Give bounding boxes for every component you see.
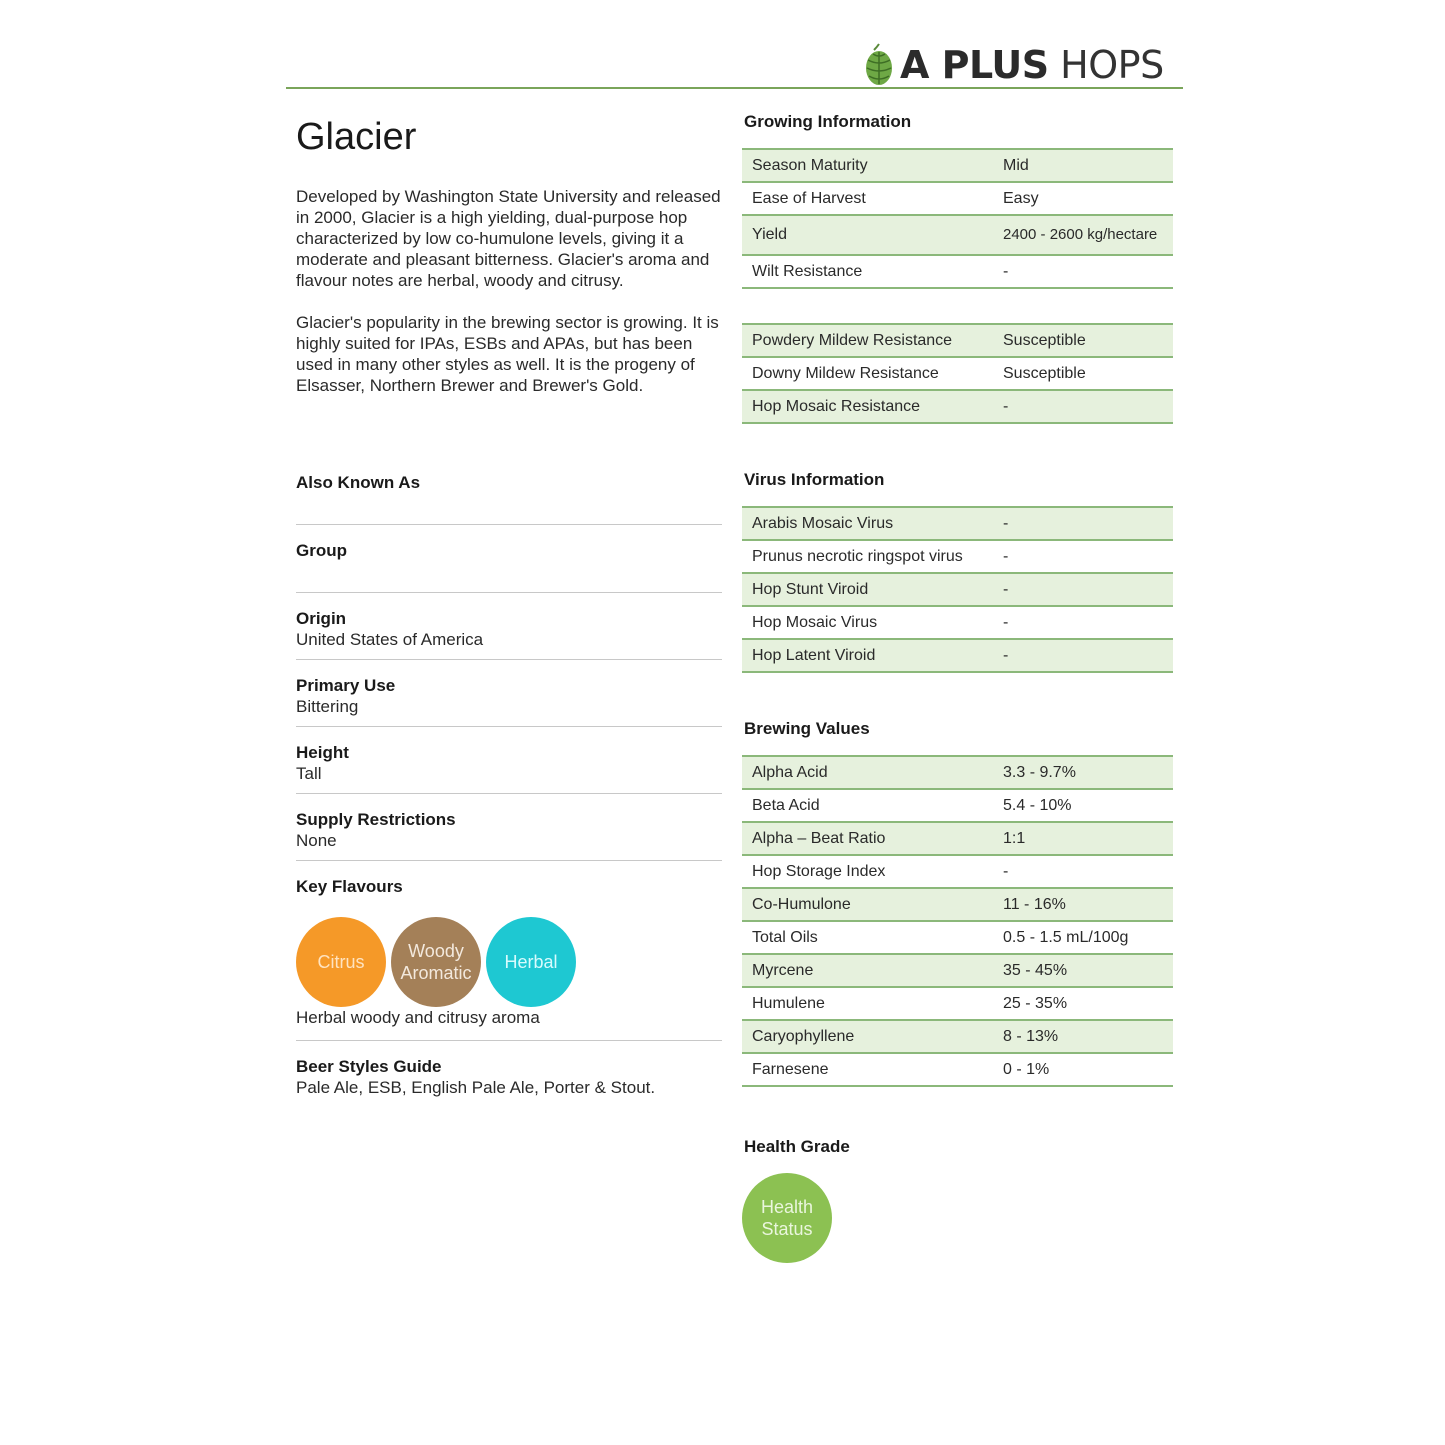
row-key: Hop Mosaic Virus bbox=[742, 606, 997, 639]
flavour-herbal bbox=[486, 917, 576, 1007]
row-value: Susceptible bbox=[997, 357, 1173, 390]
flavour-woody-aromatic bbox=[391, 917, 481, 1007]
row-value: Easy bbox=[997, 182, 1173, 215]
row-value: - bbox=[997, 855, 1173, 888]
field-value: Bittering bbox=[296, 697, 359, 716]
row-key: Powdery Mildew Resistance bbox=[742, 324, 997, 357]
brewing-table bbox=[742, 755, 1173, 1087]
row-value: 25 - 35% bbox=[997, 987, 1173, 1020]
hop-cone-icon bbox=[862, 42, 896, 88]
row-key: Hop Latent Viroid bbox=[742, 639, 997, 672]
hop-name: Glacier bbox=[296, 116, 417, 158]
row-key: Alpha Acid bbox=[742, 756, 997, 789]
field-supply-restrictions bbox=[296, 794, 722, 861]
section-gap bbox=[742, 1087, 1174, 1133]
growing-table-a bbox=[742, 148, 1173, 289]
field-label: Beer Styles Guide bbox=[296, 1057, 442, 1076]
row-key: Hop Storage Index bbox=[742, 855, 997, 888]
row-value: - bbox=[997, 255, 1173, 288]
growing-table-b bbox=[742, 323, 1173, 424]
row-key: Ease of Harvest bbox=[742, 182, 997, 215]
field-key-flavours bbox=[296, 861, 722, 1041]
hop-attributes bbox=[296, 472, 722, 1108]
row-value: - bbox=[997, 573, 1173, 606]
row-key: Hop Mosaic Resistance bbox=[742, 390, 997, 423]
hop-description-2: Glacier's popularity in the brewing sector is growing. It is highly suited for IPAs, ESBs and APAs, but has been used in many other styles as well. It is the progeny of Elsasser, Northern Brewer and Brewer's Gold. bbox=[296, 313, 719, 395]
row-value: 0 - 1% bbox=[997, 1053, 1173, 1086]
field-label: Origin bbox=[296, 609, 347, 628]
field-label: Primary Use bbox=[296, 676, 396, 695]
health-label: Status bbox=[761, 1219, 813, 1239]
table-row bbox=[742, 606, 1173, 639]
table-row bbox=[742, 1053, 1173, 1086]
field-label: Height bbox=[296, 743, 349, 762]
section-title-growing: Growing Information bbox=[744, 112, 912, 131]
flavour-label: Aromatic bbox=[400, 963, 472, 983]
table-row bbox=[742, 149, 1173, 182]
flavour-label: Herbal bbox=[504, 952, 558, 972]
row-key: Co-Humulone bbox=[742, 888, 997, 921]
row-key: Farnesene bbox=[742, 1053, 997, 1086]
health-status-badge bbox=[742, 1173, 832, 1263]
brand-logo bbox=[862, 40, 1164, 90]
row-key: Caryophyllene bbox=[742, 1020, 997, 1053]
row-key: Total Oils bbox=[742, 921, 997, 954]
table-row bbox=[742, 639, 1173, 672]
table-row bbox=[742, 789, 1173, 822]
table-row bbox=[742, 987, 1173, 1020]
field-height bbox=[296, 727, 722, 794]
flavour-note: Herbal woody and citrusy aroma bbox=[296, 1008, 540, 1027]
row-value: Mid bbox=[997, 149, 1173, 182]
row-value: Susceptible bbox=[997, 324, 1173, 357]
row-value: - bbox=[997, 507, 1173, 540]
field-group bbox=[296, 525, 722, 593]
section-title-health: Health Grade bbox=[744, 1137, 850, 1156]
table-row bbox=[742, 255, 1173, 288]
row-key: Humulene bbox=[742, 987, 997, 1020]
flavour-circles bbox=[296, 917, 722, 1007]
field-label: Supply Restrictions bbox=[296, 810, 456, 829]
table-row bbox=[742, 324, 1173, 357]
health-label: Health bbox=[760, 1197, 814, 1217]
table-row bbox=[742, 822, 1173, 855]
brand-name-light: HOPS bbox=[1060, 43, 1164, 87]
field-origin bbox=[296, 593, 722, 660]
brand-name bbox=[900, 43, 1164, 87]
table-row bbox=[742, 507, 1173, 540]
table-row bbox=[742, 390, 1173, 423]
table-row bbox=[742, 855, 1173, 888]
section-gap bbox=[742, 424, 1174, 466]
row-value: 8 - 13% bbox=[997, 1020, 1173, 1053]
row-value: - bbox=[997, 540, 1173, 573]
brand-name-bold: A PLUS bbox=[900, 43, 1049, 87]
field-value: United States of America bbox=[296, 630, 484, 649]
field-label: Also Known As bbox=[296, 473, 421, 492]
row-key: Yield bbox=[742, 215, 997, 255]
row-value: - bbox=[997, 606, 1173, 639]
header-divider bbox=[286, 87, 1183, 89]
table-row bbox=[742, 756, 1173, 789]
hop-description-1: Developed by Washington State University and released in 2000, Glacier is a high yielding, dual-purpose hop characterized by low co-humulone levels, giving it a moderate and pleasant bitterness. Glacier's aroma and flavour notes are herbal, woody and citrusy. bbox=[296, 187, 721, 290]
table-row bbox=[742, 540, 1173, 573]
table-gap bbox=[742, 289, 1174, 323]
table-row bbox=[742, 954, 1173, 987]
row-value: 5.4 - 10% bbox=[997, 789, 1173, 822]
hop-overview bbox=[296, 110, 722, 396]
field-label: Group bbox=[296, 541, 347, 560]
row-key: Hop Stunt Viroid bbox=[742, 573, 997, 606]
row-value: - bbox=[997, 390, 1173, 423]
field-also-known-as bbox=[296, 472, 722, 525]
flavour-citrus bbox=[296, 917, 386, 1007]
row-value: 35 - 45% bbox=[997, 954, 1173, 987]
flavour-label: Woody bbox=[408, 941, 464, 961]
field-beer-styles bbox=[296, 1041, 722, 1108]
row-value: 11 - 16% bbox=[997, 888, 1173, 921]
section-title-virus: Virus Information bbox=[744, 470, 885, 489]
field-label: Key Flavours bbox=[296, 877, 403, 896]
field-value: Tall bbox=[296, 764, 322, 783]
row-value: 1:1 bbox=[997, 822, 1173, 855]
table-row bbox=[742, 1020, 1173, 1053]
virus-table bbox=[742, 506, 1173, 673]
table-row bbox=[742, 573, 1173, 606]
row-value: 3.3 - 9.7% bbox=[997, 756, 1173, 789]
field-value: None bbox=[296, 831, 337, 850]
section-title-brewing: Brewing Values bbox=[744, 719, 870, 738]
table-row bbox=[742, 921, 1173, 954]
row-value: 0.5 - 1.5 mL/100g bbox=[997, 921, 1173, 954]
field-primary-use bbox=[296, 660, 722, 727]
row-key: Alpha – Beat Ratio bbox=[742, 822, 997, 855]
section-gap bbox=[742, 673, 1174, 715]
field-value: Pale Ale, ESB, English Pale Ale, Porter & Stout. bbox=[296, 1078, 656, 1097]
row-key: Arabis Mosaic Virus bbox=[742, 507, 997, 540]
spec-panel bbox=[742, 108, 1174, 1263]
row-key: Myrcene bbox=[742, 954, 997, 987]
row-key: Downy Mildew Resistance bbox=[742, 357, 997, 390]
row-key: Wilt Resistance bbox=[742, 255, 997, 288]
table-row bbox=[742, 888, 1173, 921]
flavour-label: Citrus bbox=[317, 952, 365, 972]
row-key: Beta Acid bbox=[742, 789, 997, 822]
row-value: - bbox=[997, 639, 1173, 672]
row-key: Prunus necrotic ringspot virus bbox=[742, 540, 997, 573]
row-key: Season Maturity bbox=[742, 149, 997, 182]
table-row bbox=[742, 357, 1173, 390]
row-value: 2400 - 2600 kg/hectare bbox=[997, 215, 1173, 255]
table-row bbox=[742, 182, 1173, 215]
table-row bbox=[742, 215, 1173, 255]
